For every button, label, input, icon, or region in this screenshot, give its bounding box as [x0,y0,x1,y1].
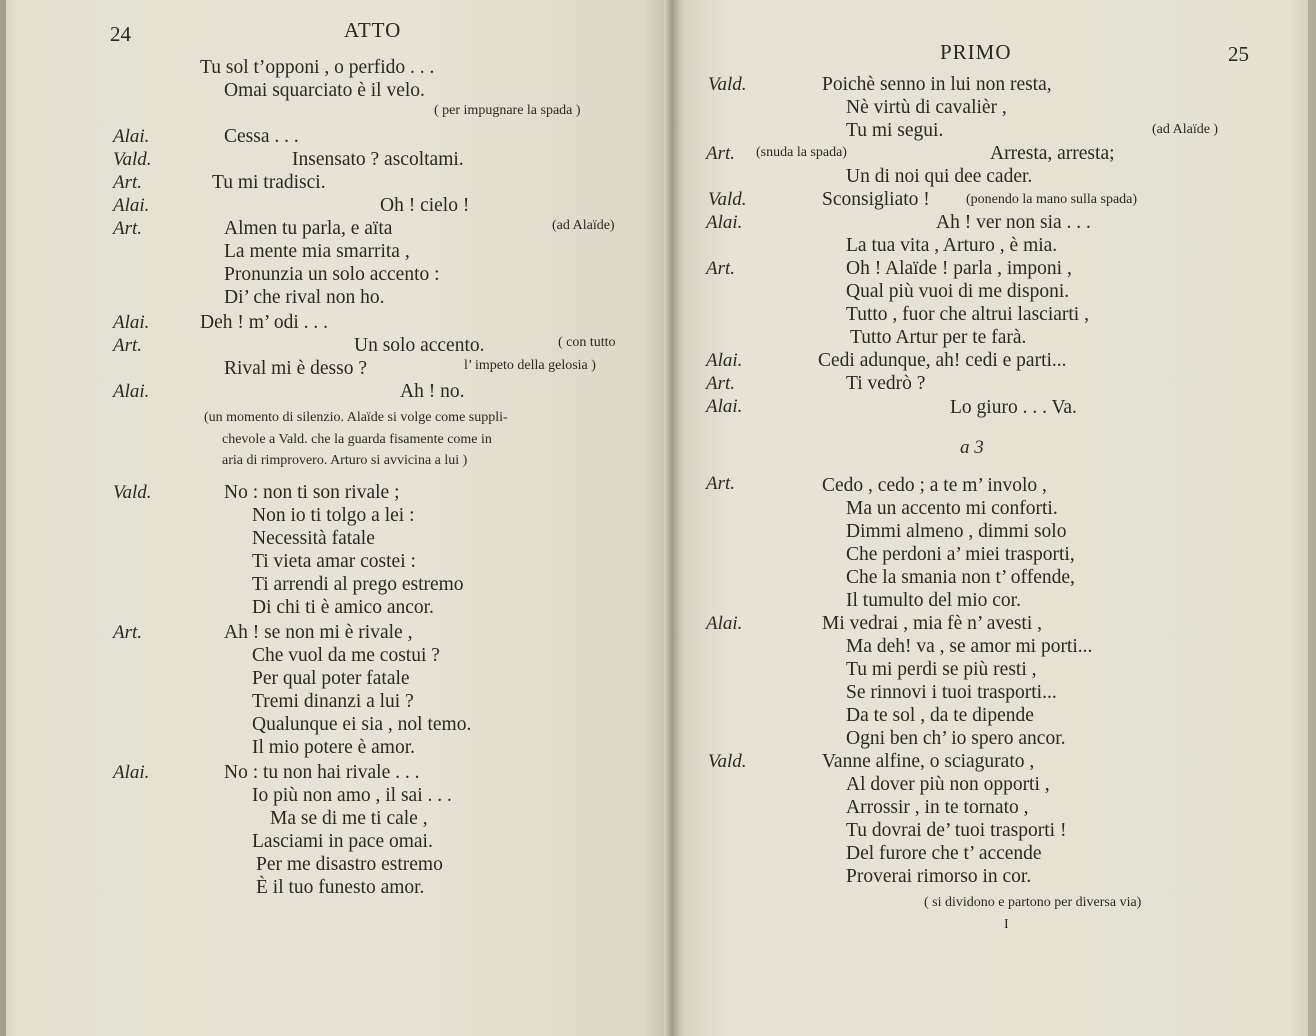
speaker-label: Vald. [708,189,747,210]
verse-line: Di’ che rival non ho. [224,287,385,308]
verse-line: No : non ti son rivale ; [224,482,400,503]
verse-line: Per qual poter fatale [252,668,410,689]
verse-line: Oh ! cielo ! [380,195,470,216]
page-number-right: 25 [1228,42,1249,66]
signature-mark: I [1004,917,1009,932]
verse-line: Ogni ben ch’ io spero ancor. [846,728,1066,749]
speaker-label: Art. [706,473,736,494]
stage-direction-line: aria di rimprovero. Arturo si avvicina a lui ) [222,453,468,468]
verse-line: Ma un accento mi conforti. [846,498,1058,519]
page-edge-right [1308,0,1316,1036]
verse-line: Rival mi è desso ? [224,358,367,379]
verse-line: È il tuo funesto amor. [256,877,425,898]
verse-line: Pronunzia un solo accento : [224,264,440,285]
verse-line: Ma se di me ti cale , [270,808,428,829]
verse-line: Un di noi qui dee cader. [846,166,1033,187]
verse-line: Tu sol t’opponi , o perfido . . . [200,57,435,78]
verse-line: Che perdoni a’ miei trasporti, [846,544,1075,565]
stage-direction: (snuda la spada) [756,145,847,160]
verse-line: Tu mi perdi se più resti , [846,659,1037,680]
stage-direction-line: chevole a Vald. che la guarda fisamente come in [222,431,492,447]
stage-direction: (ponendo la mano sulla spada) [966,192,1138,207]
section-label: a 3 [960,437,984,458]
book-gutter [664,0,680,1036]
verse-line: Del furore che t’ accende [846,843,1042,864]
speaker-label: Art. [113,622,143,643]
speaker-label: Alai. [113,195,150,216]
verse-line: Tu mi segui. [846,120,944,141]
verse-line: Ah ! no. [400,381,465,402]
verse-line: Ti vieta amar costei : [252,551,416,572]
verse-line: Qual più vuoi di me disponi. [846,281,1070,302]
verse-line: Vanne alfine, o sciagurato , [822,751,1035,772]
verse-line: Cedo , cedo ; a te m’ involo , [822,475,1047,496]
verse-line: Per me disastro estremo [256,854,443,875]
verse-line: No : tu non hai rivale . . . [224,762,420,783]
verse-line: Omai squarciato è il velo. [224,80,425,101]
verse-line: Lo giuro . . . Va. [950,397,1077,418]
verse-line: La mente mia smarrita , [224,241,410,262]
stage-direction: ( per impugnare la spada ) [434,103,581,118]
speaker-label: Alai. [706,613,743,634]
verse-line: Da te sol , da te dipende [846,705,1034,726]
speaker-label: Alai. [706,396,743,417]
stage-direction: l’ impeto della gelosia ) [464,358,596,373]
speaker-label: Alai. [113,381,150,402]
verse-line: Cedi adunque, ah! cedi e parti... [818,350,1067,371]
verse-line: Ti arrendi al prego estremo [252,574,464,595]
verse-line: Lasciami in pace omai. [252,831,433,852]
verse-line: Oh ! Alaïde ! parla , imponi , [846,258,1072,279]
verse-line: Di chi ti è amico ancor. [252,597,434,618]
speaker-label: Vald. [113,482,152,503]
verse-line: Almen tu parla, e aïta [224,218,393,239]
speaker-label: Alai. [113,762,150,783]
stage-direction: ( si dividono e partono per diversa via) [924,895,1142,910]
speaker-label: Art. [113,218,143,239]
stage-direction-block [204,407,508,472]
speaker-label: Art. [113,335,143,356]
speaker-label: Alai. [113,312,150,333]
verse-line: Tu dovrai de’ tuoi trasporti ! [846,820,1067,841]
page-number-left: 24 [110,22,131,46]
verse-line: Tutto Artur per te farà. [850,327,1027,348]
verse-line: Il mio potere è amor. [252,737,415,758]
stage-direction-line: (un momento di silenzio. Alaïde si volge come suppli- [204,410,508,425]
stage-direction: ( con tutto [558,335,616,350]
verse-line: Insensato ? ascoltami. [292,149,464,170]
stage-direction: (ad Alaïde ) [1152,122,1219,137]
verse-line: Poichè senno in lui non resta, [822,74,1052,95]
verse-line: Al dover più non opporti , [846,774,1050,795]
verse-line: Mi vedrai , mia fè n’ avesti , [822,613,1043,634]
running-header-left: ATTO [344,18,402,42]
verse-line: Tu mi tradisci. [212,172,326,193]
verse-line: Ah ! se non mi è rivale , [224,622,413,643]
speaker-label: Art. [706,143,736,164]
verse-line: Che la smania non t’ offende, [846,567,1075,588]
verse-line: La tua vita , Arturo , è mia. [846,235,1058,256]
verse-line: Tremi dinanzi a lui ? [252,691,414,712]
verse-line: Arrossir , in te tornato , [846,797,1029,818]
verse-line: Cessa . . . [224,126,299,147]
verse-line: Ti vedrò ? [846,373,926,394]
speaker-label: Alai. [706,350,743,371]
verse-line: Arresta, arresta; [990,143,1115,164]
verse-line: Nè virtù di cavalièr , [846,97,1007,118]
verse-line: Necessità fatale [252,528,375,549]
speaker-label: Art. [706,258,736,279]
verse-line: Un solo accento. [354,335,485,356]
speaker-label: Alai. [706,212,743,233]
verse-line: Che vuol da me costui ? [252,645,440,666]
running-header-right: PRIMO [940,40,1012,64]
verse-line: Dimmi almeno , dimmi solo [846,521,1067,542]
right-page [672,0,1316,1036]
speaker-label: Art. [706,373,736,394]
verse-line: Se rinnovi i tuoi trasporti... [846,682,1057,703]
stage-direction: (ad Alaïde) [552,218,615,233]
verse-line: Non io ti tolgo a lei : [252,505,415,526]
verse-line: Proverai rimorso in cor. [846,866,1032,887]
speaker-label: Art. [113,172,143,193]
verse-line: Ma deh! va , se amor mi porti... [846,636,1093,657]
verse-line: Io più non amo , il sai . . . [252,785,452,806]
verse-line: Tutto , fuor che altrui lasciarti , [846,304,1089,325]
speaker-label: Alai. [113,126,150,147]
verse-line: Sconsigliato ! [822,189,930,210]
page-edge-left [0,0,6,1036]
verse-line: Ah ! ver non sia . . . [936,212,1091,233]
speaker-label: Vald. [708,74,747,95]
speaker-label: Vald. [113,149,152,170]
speaker-label: Vald. [708,751,747,772]
verse-line: Il tumulto del mio cor. [846,590,1021,611]
verse-line: Qualunque ei sia , nol temo. [252,714,472,735]
verse-line: Deh ! m’ odi . . . [200,312,328,333]
